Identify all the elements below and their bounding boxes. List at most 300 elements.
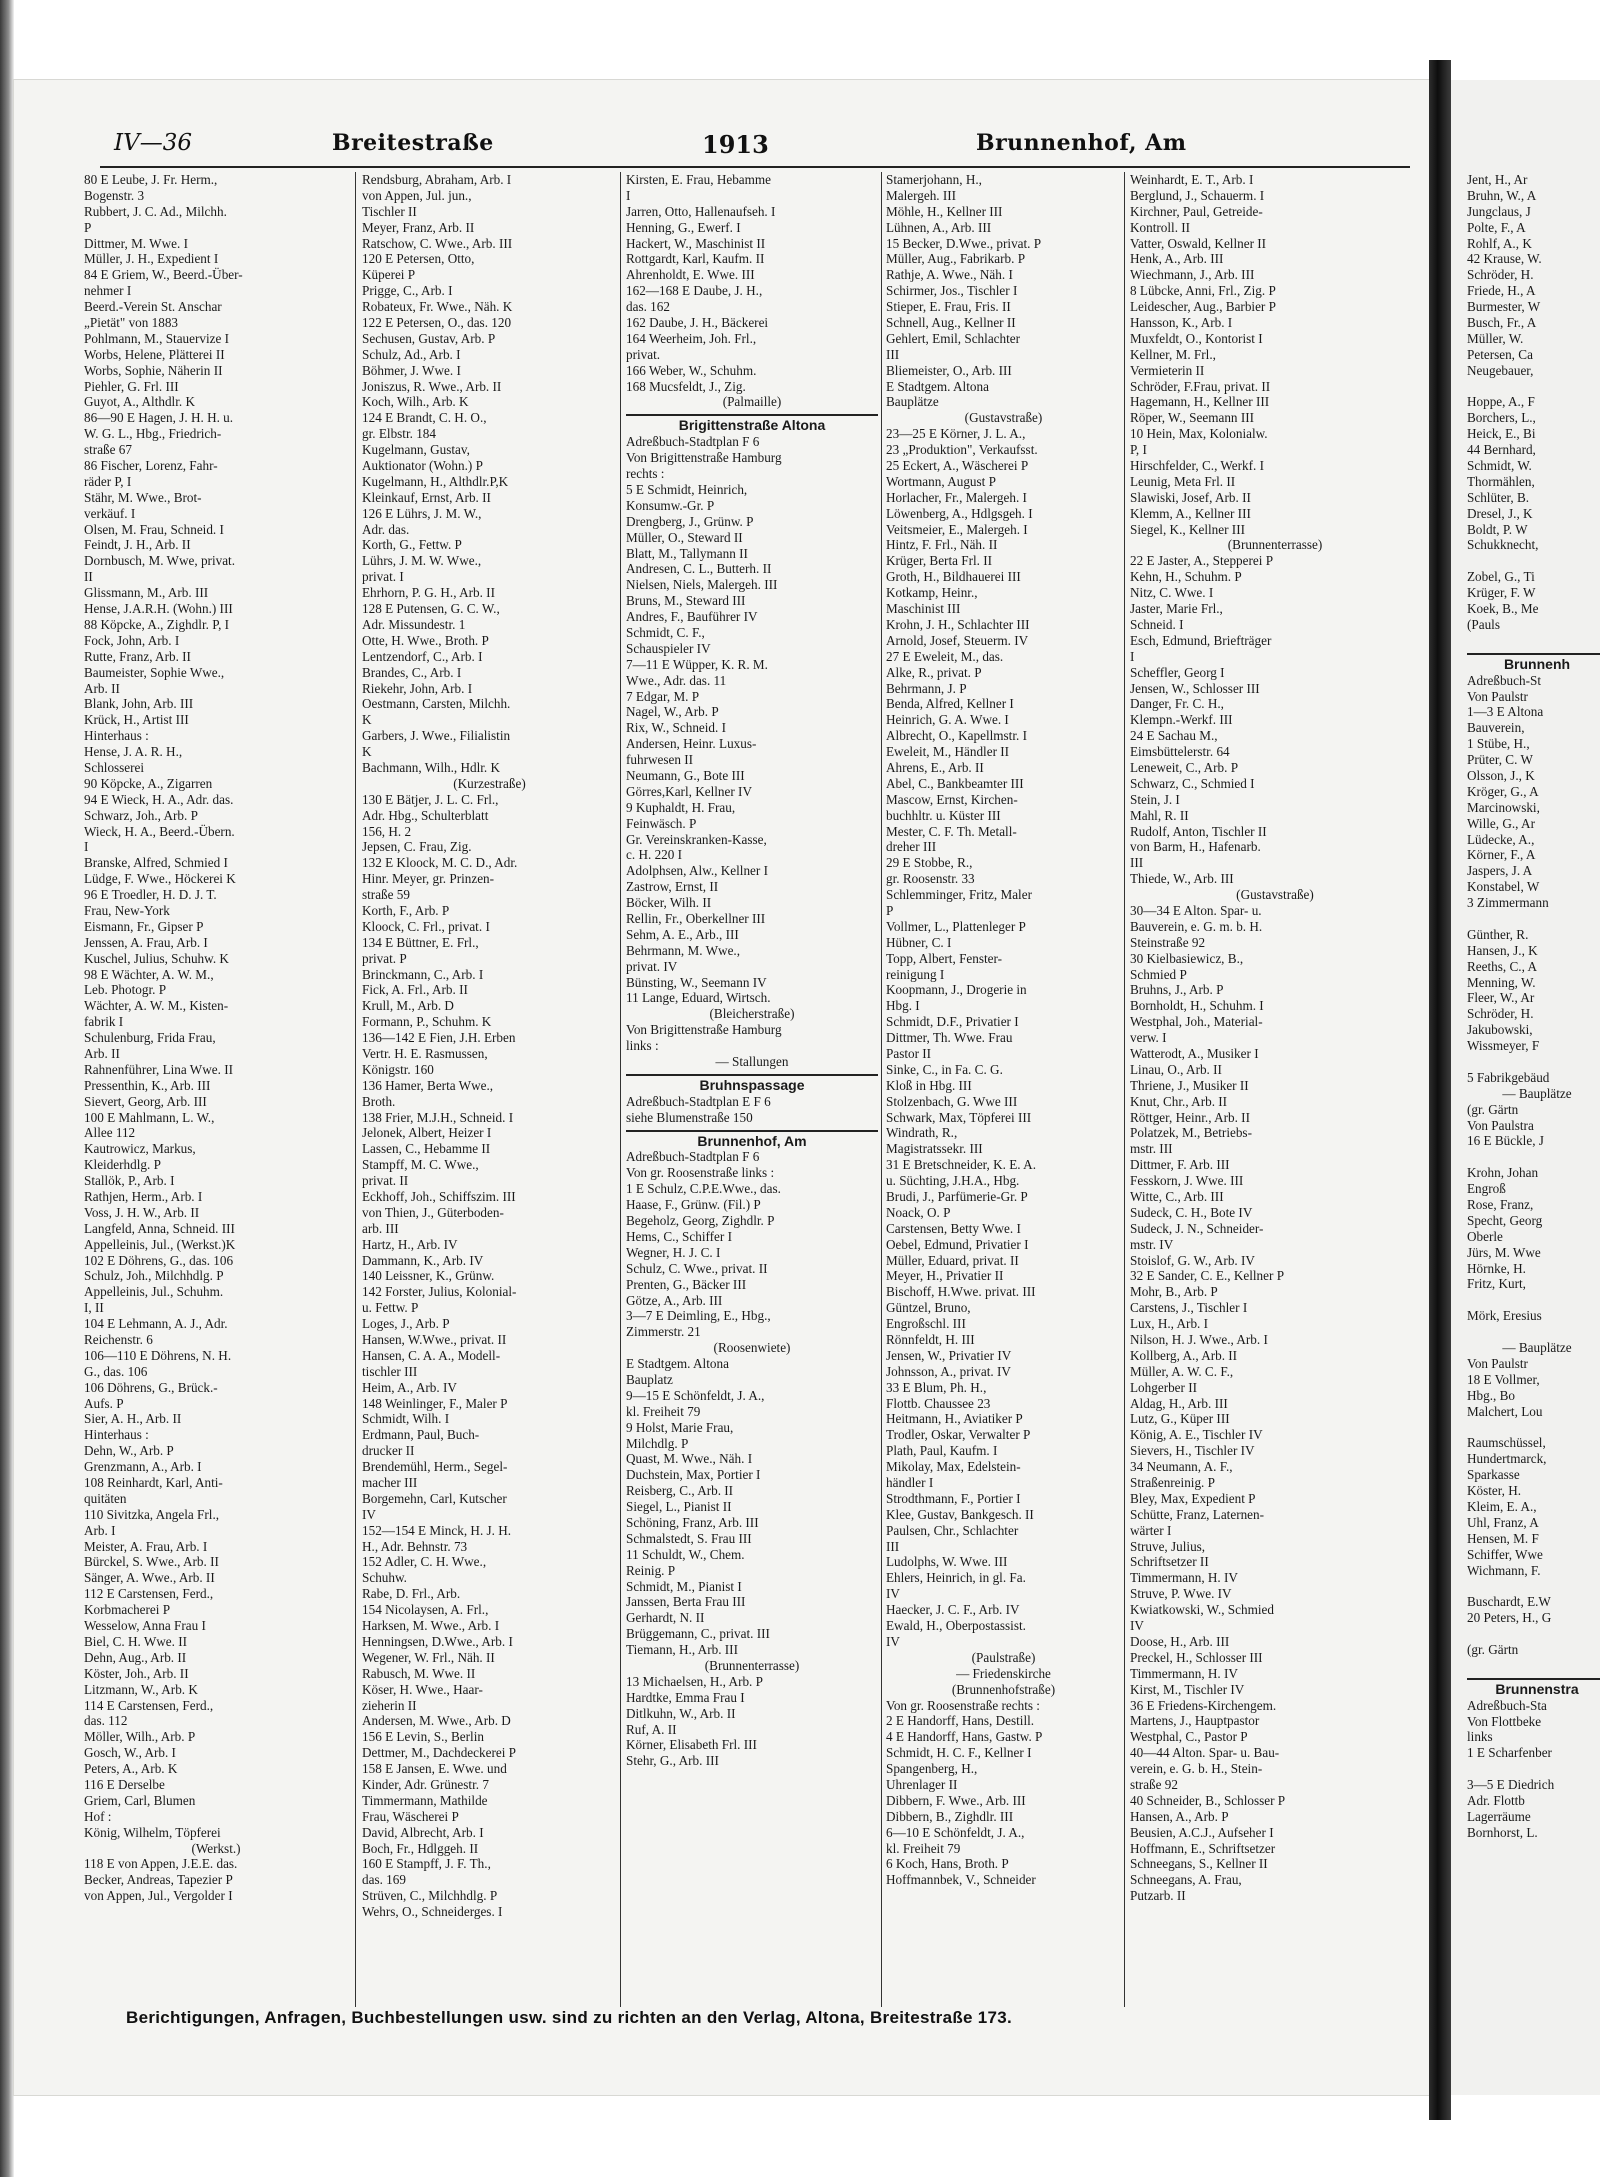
directory-entry-line: Hackert, W., Maschinist II — [626, 235, 766, 251]
directory-entry-line: IV — [362, 1506, 376, 1522]
directory-entry-line: Rahnenführer, Lina Wwe. II — [84, 1061, 233, 1077]
directory-entry-line: 1 Stübe, H., — [1467, 736, 1530, 752]
directory-entry-line: Hübner, C. I — [886, 934, 952, 950]
directory-entry-line: buchhltr. u. Küster III — [886, 807, 1001, 823]
directory-entry-line: Hagemann, H., Kellner III — [1130, 394, 1270, 410]
directory-entry-line: von Appen, Jul., Vergolder I — [84, 1888, 233, 1904]
directory-entry-line: 96 E Troedler, H. D. J. T. — [84, 887, 217, 903]
directory-entry-line: Schiffer, Wwe — [1467, 1546, 1543, 1562]
directory-entry-line: „Pietät" von 1883 — [84, 315, 179, 331]
directory-entry-line: Bauverein, e. G. m. b. H. — [1130, 918, 1263, 934]
directory-entry-line: Lüdge, F. Wwe., Höckerei K — [84, 871, 236, 887]
directory-entry-line: Von Brigittenstraße Hamburg — [626, 450, 782, 466]
directory-entry-line: 4 E Handorff, Hans, Gastw. P — [886, 1729, 1043, 1745]
directory-entry-line: das. 169 — [362, 1872, 406, 1888]
directory-entry-line: Scheffler, Georg I — [1130, 664, 1225, 680]
directory-entry-line: Krull, M., Arb. D — [362, 998, 454, 1014]
directory-entry-line: K — [362, 712, 372, 728]
directory-entry-line: Meyer, Franz, Arb. II — [362, 219, 475, 235]
directory-entry-line: Kloß in Hbg. III — [886, 1077, 972, 1093]
directory-entry-line: 154 Nicolaysen, A. Frl., — [362, 1602, 489, 1618]
directory-entry-line: 104 E Lehmann, A. J., Adr. — [84, 1316, 228, 1332]
directory-entry-line: Kontroll. II — [1130, 219, 1191, 235]
directory-entry-line: Appelleinis, Jul., (Werkst.)K — [84, 1236, 236, 1252]
directory-entry-line: Busch, Fr., A — [1467, 315, 1537, 331]
directory-entry-line: Polatzek, M., Betriebs- — [1130, 1125, 1252, 1141]
directory-entry-line: Schröder, F.Frau, privat. II — [1130, 378, 1271, 394]
directory-entry-line: Wesselow, Anna Frau I — [84, 1618, 206, 1634]
directory-entry-line: 162 Daube, J. H., Bäckerei — [626, 315, 769, 331]
directory-entry-line: Burmester, W — [1467, 299, 1541, 315]
directory-entry-line: Bruns, M., Steward III — [626, 593, 746, 609]
directory-entry-line: Pohlmann, M., Stauervize I — [84, 330, 230, 346]
directory-entry-line: Ehrhorn, P. G. H., Arb. II — [362, 585, 495, 601]
column-divider — [1124, 172, 1125, 2007]
directory-entry-line: Adreßbuch-Stadtplan F 6 — [626, 434, 760, 450]
directory-entry-line: Windrath, R., — [886, 1125, 958, 1141]
directory-entry-line: Westphal, C., Pastor P — [1130, 1729, 1248, 1745]
directory-entry-line: Böcker, Wilh. II — [626, 895, 712, 911]
directory-entry-line: Stein, J. I — [1130, 791, 1180, 807]
directory-entry-line: Polte, F., A — [1467, 219, 1526, 235]
directory-entry-line: links — [1467, 1729, 1493, 1745]
street-marker: (Brunnenhofstraße) — [951, 1681, 1056, 1697]
directory-entry-line: Mascow, Ernst, Kirchen- — [886, 791, 1018, 807]
directory-entry-line: Reisberg, C., Arb. II — [626, 1483, 734, 1499]
directory-entry-line: 164 Weerheim, Joh. Frl., — [626, 330, 757, 346]
scan-edge — [0, 0, 14, 2177]
directory-entry-line: Heinrich, G. A. Wwe. I — [886, 712, 1009, 728]
directory-entry-line: I — [626, 187, 631, 203]
directory-entry-line: Boldt, P. W — [1467, 521, 1528, 537]
directory-entry-line: Adreßbuch-Sta — [1467, 1697, 1547, 1713]
directory-entry-line: Hartz, H., Arb. IV — [362, 1236, 458, 1252]
directory-entry-line: Köser, H. Wwe., Haar- — [362, 1681, 483, 1697]
directory-entry-line: Rathjen, Herm., Arb. I — [84, 1189, 203, 1204]
directory-entry-line: Kröger, G., A — [1467, 783, 1539, 799]
directory-entry-line: P — [84, 219, 92, 235]
directory-entry-line: Lassen, C., Hebamme II — [362, 1141, 491, 1157]
directory-entry-line: Rose, Franz, — [1467, 1197, 1534, 1213]
directory-entry-line: Dettmer, M., Dachdeckerei P — [362, 1745, 516, 1761]
directory-entry-line: Adolphsen, Alw., Kellner I — [626, 863, 768, 879]
directory-entry-line: Boch, Fr., Hdlggeh. II — [362, 1840, 479, 1856]
directory-entry-line: privat. — [626, 346, 661, 362]
directory-entry-line: Meyer, H., Privatier II — [886, 1268, 1004, 1284]
directory-entry-line: Griem, Carl, Blumen — [84, 1792, 196, 1808]
directory-entry-line: Schulz, Ad., Arb. I — [362, 346, 461, 362]
directory-entry-line: Sudeck, J. N., Schneider- — [1130, 1220, 1264, 1236]
directory-entry-line: Krüger, F. W — [1467, 585, 1536, 601]
directory-entry-line: Götze, A., Arb. III — [626, 1292, 723, 1308]
directory-entry-line: Thriene, J., Musiker II — [1130, 1077, 1249, 1093]
directory-entry-line: tischler III — [362, 1363, 418, 1379]
directory-entry-line: Fesskorn, J. Wwe. III — [1130, 1173, 1244, 1189]
directory-entry-line: Kuschel, Julius, Schuhw. K — [84, 950, 229, 966]
directory-entry-line — [1467, 1626, 1600, 1642]
directory-entry-line: Wächter, A. W. M., Kisten- — [84, 998, 229, 1014]
directory-entry-line: Stoislof, G. W., Arb. IV — [1130, 1252, 1255, 1268]
directory-entry-line: Wortmann, August P — [886, 473, 996, 489]
directory-entry-line: Brandes, C., Arb. I — [362, 664, 462, 680]
directory-entry-line: 134 E Büttner, E. Frl., — [362, 934, 479, 950]
directory-entry-line: Prigge, C., Arb. I — [362, 283, 453, 299]
directory-entry-line: Görres,Karl, Kellner IV — [626, 783, 752, 799]
section-heading: Brigittenstraße Altona — [626, 414, 878, 434]
directory-entry-line: Thiede, W., Arb. III — [1130, 871, 1234, 887]
street-marker: — Bauplätze — [1502, 1085, 1572, 1101]
next-page-column — [1467, 172, 1600, 1841]
directory-entry-line: K — [362, 744, 372, 760]
directory-entry-line: Hems, C., Schiffer I — [626, 1228, 732, 1244]
directory-entry-line: Schröder, H. — [1467, 1006, 1534, 1022]
directory-entry-line: Schröder, H. — [1467, 267, 1534, 283]
directory-entry-line: Sier, A. H., Arb. II — [84, 1411, 182, 1427]
section-heading: Bruhnspassage — [626, 1074, 878, 1094]
directory-entry-line: Jensen, W., Schlosser III — [1130, 680, 1260, 696]
directory-entry-line: Schneid. I — [1130, 616, 1184, 632]
directory-entry-line: Wegener, W. Frl., Näh. II — [362, 1649, 495, 1665]
directory-entry-line: Fock, John, Arb. I — [84, 632, 180, 648]
directory-entry-line: Raumschüssel, — [1467, 1435, 1546, 1451]
directory-entry-line: Dittmer, Th. Wwe. Frau — [886, 1030, 1013, 1046]
directory-entry-line: Hinterhaus : — [84, 728, 149, 744]
directory-entry-line: Kwiatkowski, W., Schmied — [1130, 1602, 1274, 1618]
directory-entry-line: Koek, B., Me — [1467, 601, 1539, 617]
directory-entry-line — [1467, 553, 1600, 569]
directory-entry-line — [1467, 1761, 1600, 1777]
directory-entry-line: Rönnfeldt, H. III — [886, 1332, 975, 1348]
publisher-footer: Berichtigungen, Anfragen, Buchbestellungen usw. sind zu richten an den Verlag, Altona, Breitestraße 173. — [126, 2008, 1013, 2027]
directory-entry-line: Adreßbuch-Stadtplan F 6 — [626, 1149, 760, 1165]
directory-entry-line: Fritz, Kurt, — [1467, 1276, 1526, 1292]
directory-entry-line: dreher III — [886, 839, 937, 855]
directory-entry-line: 30—34 E Alton. Spar- u. — [1130, 902, 1262, 918]
directory-entry-line: 84 E Griem, W., Beerd.-Über- — [84, 267, 243, 283]
directory-entry-line — [1467, 1149, 1600, 1165]
directory-entry-line: Timmermann, H. IV — [1130, 1665, 1238, 1681]
directory-entry-line: 31 E Bretschneider, K. E. A. — [886, 1157, 1036, 1173]
directory-entry-line: Kugelmann, H., Althdlr.P,K — [362, 473, 509, 489]
directory-entry-line: Gehlert, Emil, Schlachter — [886, 330, 1021, 346]
street-marker: (Werkst.) — [191, 1840, 241, 1856]
directory-entry-line: 100 E Mahlmann, L. W., — [84, 1109, 215, 1125]
directory-entry-line: Andresen, C. L., Butterh. II — [626, 561, 772, 577]
directory-entry-line: 108 Reinhardt, Karl, Anti- — [84, 1475, 223, 1491]
directory-entry-line: Lüdecke, A., — [1467, 831, 1535, 847]
directory-entry-line: Bliemeister, O., Arb. III — [886, 362, 1012, 378]
directory-entry-line: Vollmer, L., Plattenleger P — [886, 918, 1026, 934]
directory-entry-line: Carstens, J., Tischler I — [1130, 1300, 1248, 1316]
directory-entry-line: Sudeck, C. H., Bote IV — [1130, 1204, 1253, 1220]
directory-entry-line: c. H. 220 I — [626, 847, 683, 863]
directory-entry-line: 40 Schneider, B., Schlosser P — [1130, 1792, 1286, 1808]
directory-entry-line: Wichmann, F. — [1467, 1562, 1541, 1578]
directory-entry-line: 33 E Blum, Ph. H., — [886, 1379, 987, 1395]
directory-entry-line: Menning, W. — [1467, 974, 1536, 990]
directory-entry-line: Broth. — [362, 1093, 396, 1109]
directory-entry-line: Kautrowicz, Markus, — [84, 1141, 196, 1157]
directory-entry-line: Carstensen, Betty Wwe. I — [886, 1220, 1021, 1236]
directory-entry-line: 36 E Friedens-Kirchengem. — [1130, 1697, 1277, 1713]
directory-entry-line: macher III — [362, 1475, 418, 1491]
directory-entry-line: (Pauls — [1467, 616, 1500, 632]
directory-entry-line: 98 E Wächter, A. W. M., — [84, 966, 214, 982]
directory-entry-line — [1467, 1578, 1600, 1594]
listing-column-2 — [362, 172, 617, 2002]
directory-entry-line: Lühnen, A., Arb. III — [886, 219, 992, 235]
directory-entry-line: Andersen, Heinr. Luxus- — [626, 736, 757, 752]
directory-entry-line: Schwarz, C., Schmied I — [1130, 775, 1255, 791]
directory-entry-line: Lux, H., Arb. I — [1130, 1316, 1209, 1332]
directory-entry-line: 44 Bernhard, — [1467, 442, 1536, 458]
directory-entry-line: Behrmann, M. Wwe., — [626, 942, 741, 958]
directory-entry-line: Malergeh. III — [886, 187, 957, 203]
directory-entry-line: Stamerjohann, H., — [886, 172, 982, 187]
directory-entry-line: von Appen, Jul. jun., — [362, 187, 472, 203]
directory-entry-line: Müller, A. W. C. F., — [1130, 1363, 1234, 1379]
directory-entry-line: Litzmann, W., Arb. K — [84, 1681, 198, 1697]
directory-entry-line: Olsen, M. Frau, Schneid. I — [84, 521, 224, 537]
street-marker: (Brunnenterrasse) — [1227, 537, 1323, 553]
directory-entry-line: Ditlkuhn, W., Arb. II — [626, 1705, 736, 1721]
directory-entry-line: (gr. Gärtn — [1467, 1101, 1519, 1117]
directory-entry-line: Dammann, K., Arb. IV — [362, 1252, 484, 1268]
street-marker: — Stallungen — [715, 1054, 789, 1069]
directory-entry-line: Dittmer, M. Wwe. I — [84, 235, 188, 251]
directory-entry-line: 168 Mucsfeldt, J., Zig. — [626, 378, 746, 394]
directory-entry-line: Leb. Photogr. P — [84, 982, 167, 998]
directory-entry-line: Garbers, J. Wwe., Filialistin — [362, 728, 511, 744]
directory-entry-line: 116 E Derselbe — [84, 1776, 165, 1792]
directory-entry-line: 27 E Eweleit, M., das. — [886, 648, 1004, 664]
directory-entry-line: Oberle — [1467, 1228, 1503, 1244]
directory-entry-line: Wehrs, O., Schneiderges. I — [362, 1904, 503, 1920]
directory-entry-line: Müller, J. H., Expedient I — [84, 251, 219, 267]
directory-entry-line: Schauspieler IV — [626, 640, 711, 656]
directory-entry-line: Martens, J., Hauptpastor — [1130, 1713, 1260, 1729]
directory-entry-line: Peters, A., Arb. K — [84, 1761, 178, 1777]
directory-entry-line: Jakubowski, — [1467, 1022, 1533, 1038]
directory-entry-line: 130 E Bätjer, J. L. C. Frl., — [362, 791, 499, 807]
directory-entry-line: Müller, Aug., Fabrikarb. P — [886, 251, 1026, 267]
directory-entry-line: Uhl, Franz, A — [1467, 1514, 1539, 1530]
directory-entry-line: Albrecht, O., Kapellmstr. I — [886, 728, 1027, 744]
directory-entry-line: Feinwäsch. P — [626, 815, 697, 831]
column-divider — [355, 172, 356, 2007]
directory-entry-line: Brudi, J., Parfümerie-Gr. P — [886, 1189, 1028, 1204]
directory-entry-line: Reichenstr. 6 — [84, 1332, 153, 1348]
directory-entry-line: Tiemann, H., Arb. III — [626, 1642, 738, 1658]
directory-entry-line: III — [886, 346, 900, 362]
listing-column-3 — [626, 172, 878, 2002]
street-marker: (Palmaille) — [722, 394, 782, 410]
directory-entry-line: Engroß — [1467, 1181, 1506, 1197]
directory-entry-line: Schütte, Franz, Laternen- — [1130, 1506, 1265, 1522]
directory-entry-line: 86—90 E Hagen, J. H. H. u. — [84, 410, 234, 426]
directory-entry-line: Kollberg, A., Arb. II — [1130, 1347, 1238, 1363]
directory-entry-line: Struve, P. Wwe. IV — [1130, 1586, 1232, 1602]
directory-entry-line: Hörnke, H. — [1467, 1260, 1526, 1276]
directory-entry-line: Olsson, J., K — [1467, 767, 1535, 783]
directory-entry-line: Jenssen, A. Frau, Arb. I — [84, 934, 208, 950]
directory-entry-line: 94 E Wieck, H. A., Adr. das. — [84, 791, 234, 807]
directory-entry-line: Heick, E., Bi — [1467, 426, 1536, 442]
street-heading-right: Brunnenhof, Am — [976, 130, 1187, 156]
directory-entry-line: Korth, F., Arb. P — [362, 902, 450, 918]
directory-entry-line: von Thien, J., Güterboden- — [362, 1204, 504, 1220]
directory-entry-line: Hensen, M. F — [1467, 1530, 1539, 1546]
directory-entry-line: Blatt, M., Tallymann II — [626, 545, 748, 561]
directory-entry-line: Hense, J.A.R.H. (Wohn.) III — [84, 601, 233, 617]
directory-entry-line: Guyot, A., Althdlr. K — [84, 394, 196, 410]
directory-entry-line: IV — [886, 1633, 900, 1649]
directory-entry-line: 86 Fischer, Lorenz, Fahr- — [84, 458, 218, 474]
directory-entry-line: Konsumw.-Gr. P — [626, 497, 715, 513]
directory-entry-line: Von Paulstr — [1467, 1355, 1528, 1371]
directory-entry-line — [1467, 1419, 1600, 1435]
directory-entry-line: Hansson, K., Arb. I — [1130, 315, 1233, 331]
directory-entry-line: 18 E Vollmer, — [1467, 1371, 1540, 1387]
directory-entry-line: arb. III — [362, 1220, 399, 1236]
listing-column-5 — [1130, 172, 1420, 2002]
directory-entry-line: 3—5 E Diedrich — [1467, 1777, 1555, 1793]
directory-entry-line: Hansen, A., Arb. P — [1130, 1808, 1229, 1824]
header-rule — [100, 166, 1410, 168]
directory-entry-line: verkäuf. I — [84, 505, 136, 521]
directory-entry-line: Jaster, Marie Frl., — [1130, 601, 1223, 617]
directory-entry-line: fabrik I — [84, 1014, 124, 1030]
column-divider — [881, 172, 882, 2007]
directory-entry-line: mstr. III — [1130, 1141, 1173, 1157]
directory-entry-line: Worbs, Helene, Plätterei II — [84, 346, 225, 362]
directory-entry-line: 8 Lübcke, Anni, Frl., Zig. P — [1130, 283, 1276, 299]
listing-column-1 — [84, 172, 348, 2002]
directory-entry-line: Pastor II — [886, 1045, 932, 1061]
directory-entry-line: Krück, H., Artist III — [84, 712, 189, 728]
directory-entry-line: Aufs. P — [84, 1395, 124, 1411]
directory-entry-line: Von gr. Roosenstraße links : — [626, 1165, 775, 1181]
directory-entry-line: Stähr, M. Wwe., Brot- — [84, 489, 202, 505]
directory-entry-line: Piehler, G. Frl. III — [84, 378, 179, 394]
directory-entry-line: Röttger, Heinr., Arb. II — [1130, 1109, 1250, 1125]
directory-entry-line: Güntzel, Bruno, — [886, 1300, 971, 1316]
directory-entry-line: Joniszus, R. Wwe., Arb. II — [362, 378, 502, 394]
directory-entry-line: Bley, Max, Expedient P — [1130, 1490, 1256, 1506]
street-marker: (Kurzestraße) — [453, 775, 526, 791]
directory-entry-line: Zobel, G., Ti — [1467, 569, 1535, 585]
directory-entry-line: Timmermann, Mathilde — [362, 1792, 488, 1808]
directory-entry-line: Heim, A., Arb. IV — [362, 1379, 457, 1395]
directory-entry-line: Klee, Gustav, Bankgesch. II — [886, 1506, 1034, 1522]
directory-entry-line: König, Wilhelm, Töpferei — [84, 1824, 221, 1840]
directory-entry-line: Bornhorst, L. — [1467, 1824, 1538, 1840]
directory-entry-line: Adr. das. — [362, 521, 410, 537]
directory-entry-line: Eckhoff, Joh., Schiffszim. III — [362, 1189, 516, 1204]
directory-entry-line: 25 Eckert, A., Wäscherei P — [886, 458, 1029, 474]
directory-entry-line: Böhmer, J. Wwe. I — [362, 362, 461, 378]
directory-entry-line: Bauplätze — [886, 394, 939, 410]
street-marker: (Gustavstraße) — [964, 410, 1043, 426]
directory-entry-line: Schnell, Aug., Kellner II — [886, 315, 1016, 331]
directory-entry-line: Adr. Missundestr. 1 — [362, 616, 466, 632]
directory-entry-line: Schmied P — [1130, 966, 1187, 982]
street-marker: (Gustavstraße) — [1236, 887, 1314, 903]
directory-entry-line: Johnsson, A., privat. IV — [886, 1363, 1011, 1379]
directory-entry-line: Schmidt, C. F., — [626, 624, 705, 640]
directory-entry-line: 40—44 Alton. Spar- u. Bau- — [1130, 1745, 1280, 1761]
directory-entry-line: Heitmann, H., Aviatiker P — [886, 1411, 1023, 1427]
directory-entry-line: Konstabel, W — [1467, 879, 1540, 895]
directory-entry-line: Hoppe, A., F — [1467, 394, 1535, 410]
directory-entry-line: 7 Edgar, M. P — [626, 688, 700, 704]
directory-entry-line: Trodler, Oskar, Verwalter P — [886, 1427, 1031, 1443]
directory-entry-line: 9 Holst, Marie Frau, — [626, 1419, 734, 1435]
directory-entry-line: Aldag, H., Arb. III — [1130, 1395, 1228, 1411]
directory-entry-line: 23 „Produktion", Verkaufsst. — [886, 442, 1038, 458]
directory-entry-line: Hansen, C. A. A., Modell- — [362, 1347, 501, 1363]
directory-entry-line: Oebel, Edmund, Privatier I — [886, 1236, 1029, 1252]
directory-entry-line: Abel, C., Bankbeamter III — [886, 775, 1024, 791]
directory-entry-line: Müller, Eduard, privat. II — [886, 1252, 1019, 1268]
directory-entry-line: Nilson, H. J. Wwe., Arb. I — [1130, 1332, 1268, 1348]
directory-entry-line: Adr. Flottb — [1467, 1792, 1525, 1808]
directory-entry-line: das. 112 — [84, 1713, 128, 1729]
directory-entry-line: P, I — [1130, 442, 1147, 458]
directory-entry-line: Körner, Elisabeth Frl. III — [626, 1737, 757, 1753]
directory-entry-line — [1467, 1324, 1600, 1340]
directory-entry-line: Rutte, Franz, Arb. II — [84, 648, 191, 664]
directory-entry-line: Sparkasse — [1467, 1467, 1520, 1483]
page-header — [14, 130, 1429, 160]
directory-entry-line: Becker, Andreas, Tapezier P — [84, 1872, 233, 1888]
directory-entry-line: Mester, C. F. Th. Metall- — [886, 823, 1017, 839]
directory-entry-line: 162—168 E Daube, J. H., — [626, 283, 763, 299]
directory-entry-line: 120 E Petersen, Otto, — [362, 251, 475, 267]
directory-entry-line: Berglund, J., Schauerm. I — [1130, 187, 1265, 203]
directory-entry-line: kl. Freiheit 79 — [886, 1840, 961, 1856]
directory-entry-line: Otte, H. Wwe., Broth. P — [362, 632, 489, 648]
directory-entry-line: Fleer, W., Ar — [1467, 990, 1535, 1006]
directory-entry-line: Henning, G., Ewerf. I — [626, 219, 741, 235]
directory-entry-line: Kirsten, E. Frau, Hebamme — [626, 172, 772, 187]
directory-entry-line: Janssen, Berta Frau III — [626, 1594, 746, 1610]
directory-entry-line: Meister, A. Frau, Arb. I — [84, 1538, 208, 1554]
directory-entry-line: Brüggemann, C., privat. III — [626, 1626, 770, 1642]
directory-entry-line: Kloock, C. Frl., privat. I — [362, 918, 490, 934]
directory-entry-line: Jensen, W., Privatier IV — [886, 1347, 1012, 1363]
directory-entry-line — [1467, 1054, 1600, 1070]
directory-entry-line: Krohn, J. H., Schlachter III — [886, 616, 1030, 632]
directory-entry-line: Drengberg, J., Grünw. P — [626, 513, 754, 529]
directory-entry-line: I, II — [84, 1300, 104, 1316]
directory-entry-line: Krüger, Berta Frl. II — [886, 553, 993, 569]
directory-entry-line: Wissmeyer, F — [1467, 1038, 1540, 1054]
directory-entry-line: wärter I — [1130, 1522, 1172, 1538]
directory-entry-line: Nielsen, Niels, Malergeh. III — [626, 577, 778, 593]
directory-entry-line: Schulz, Joh., Milchhdlg. P — [84, 1268, 224, 1284]
page-number: IV—36 — [114, 130, 192, 156]
directory-entry-line: Tischler II — [362, 203, 417, 219]
directory-entry-line: 118 E von Appen, J.E.E. das. — [84, 1856, 238, 1872]
directory-entry-line: Prüter, C. W — [1467, 752, 1533, 768]
directory-entry-line: Ahrens, E., Arb. II — [886, 759, 984, 775]
directory-entry-line: privat. IV — [626, 958, 678, 974]
directory-entry-line: III — [1130, 855, 1144, 871]
directory-entry-line: Langfeld, Anna, Schneid. III — [84, 1220, 235, 1236]
directory-entry-line: Brinckmann, C., Arb. I — [362, 966, 484, 982]
directory-entry-line: 122 E Petersen, O., das. 120 — [362, 315, 512, 331]
